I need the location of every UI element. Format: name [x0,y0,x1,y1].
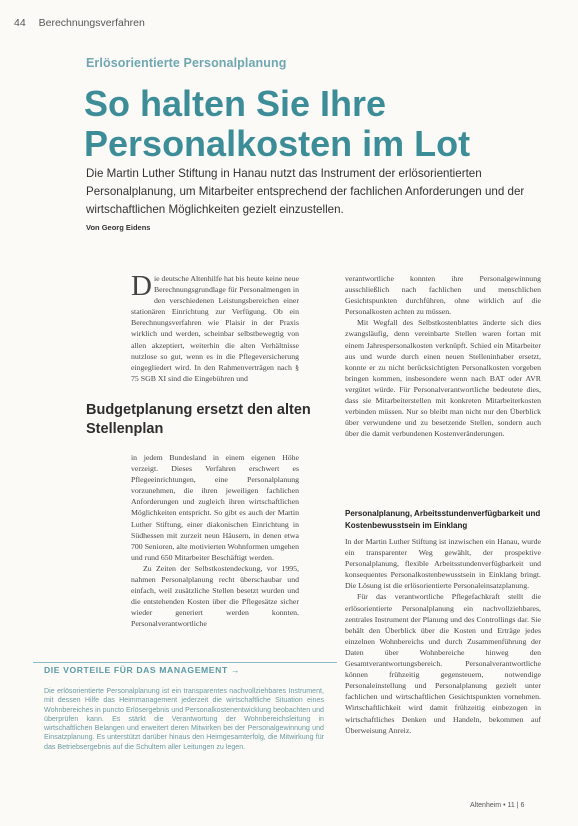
lead-paragraph: Die Martin Luther Stiftung in Hanau nutzt das Instrument der erlösorientierten Personalplanung, um Mitarbeiter entsprechend der fachlichen Anforderungen und der wirtschaftlichen Möglichkeiten gezielt einzustellen. [86,167,525,216]
management-box-text: Die erlösorientierte Personalplanung ist ein transparentes nachvollziehbares Instrument, mit dessen Hilfe das Heimmanagement jederzeit die wirtschaftliche Situation eines Wohnbereiches in puncto Erlösergebnis und Personalkostenentwicklung beobachten und überprüfen kann. Es stärkt die Verantwortung der Wohnbereichsleitung in wirtschaftlichen Belangen und erweitert deren Mitwirken bei der Personalgewinnung und Einsatzplanung. Es unterstützt darüber hinaus den Heimgesamterfolg, die Mitwirkung für das Betriebsergebnis auf die Schultern aller Leitungen zu legen. [44,687,324,751]
box-divider [33,662,337,663]
col2-paragraph-4: Für das verantwortliche Pflegefachkraft stellt die erlösorientierte Personalplanung ein nachvollziehbares, zentrales Instrument der Planung und des Controllings dar. Sie behält den Überblick über die Kosten und Erträge jedes einzelnen Wohnbereichs und durch Zusammenführung der Daten über Wohnbereiche hinweg den Gesamtverantwortungsbereich. Personalverantwortliche können frühzeitig gegensteuern, notwendige Personaleinstellung und Personalplanung gezielt unter fachlichen und wirtschaftlichen Gesichtspunkten vornehmen. Wirtschaftlichkeit wird damit frühzeitig einbezogen in wirtschaftliches Denken und Handeln, bekommen auf Überweisung Anreiz. [345,592,541,735]
column-2-bottom [345,536,541,736]
page-footer: Altenheim • 11 | 6 [470,802,525,809]
column-1-top [131,270,299,384]
section-heading-budget: Budgetplanung ersetzt den alten Stellenplan [86,402,311,437]
section-heading-planning: Personalplanung, Arbeitsstundenverfügbarkeit und Kostenbewusstsein im Einklang [345,509,541,530]
col1-paragraph-1: ie deutsche Altenhilfe hat bis heute keine neue Berechnungsgrundlage für Personalmengen in den verschiedenen Leistungsbereichen einer stationären Einrichtung zur Verfügung. Ob ein Berechnungsverfahren wie Plaisir in der Praxis wirklich und werden, scheinbar selbstbewegtig von allen akzeptiert, weiterhin die alten Verhältnisse nutzlose so gut, wenn es in die Pflegeversicherung eingegliedert wird. In den Rahmenverträgen nach § 75 SGB XI sind die Eingebühren und [131,274,299,383]
kicker: Erlösorientierte Personalplanung [86,56,287,70]
column-2-top [345,273,541,439]
col2-paragraph-3: In der Martin Luther Stiftung ist inzwischen ein Hanau, wurde ein transparenter Weg gewählt, der prospektive Personalplanung, flexible Arbeitsstundenverfügbarkeit und konsequentes Personalkostenbewusstsein in Einklang bringt. Die Lösung ist die erlösorientierte Personaleinsatzplanung. [345,537,541,591]
byline: Von Georg Eidens [86,223,151,232]
col1-paragraph-3: Zu Zeiten der Selbstkostendeckung, vor 1995, nahmen Personalplanung recht überschaubar und einfach, weil zusätzliche Stellen besetzt wurden und die entstehenden Kosten über die Pflegesätze sicher wieder generiert werden konnten. Personalverantwortliche [131,563,299,629]
col2-paragraph-2: Mit Wegfall des Selbstkostenblattes änderte sich dies zwangsläufig, denn vereinbarte Stellen waren fortan mit einem Jahrespersonalkosten verknüpft. Schied ein Mitarbeiter aus und wurde durch einen neuen Stelleninhaber ersetzt, konnte er zu nicht berücksichtigten Personalkosten vorgeben bringen kommen, insbesondere wenn nach BAT oder AVR vergütet würde. Für Personalverantwortliche bedeutete dies, dass sie Mitarbeiterstellen mit konkreten Mitarbeiterkosten verbinden müssen. Nur so bleibt man nicht nur den Überblick über verwundene und zu besetzende Stellen, sondern auch über die damit verbundenen Kostenveränderungen. [345,318,541,439]
page-number: 44 [14,17,26,29]
article-title: So halten Sie Ihre Personalkosten im Lot [84,83,471,164]
section-name: Berechnungsverfahren [38,17,145,29]
running-header [14,17,145,29]
management-box-heading: DIE VORTEILE FÜR DAS MANAGEMENT → [44,665,240,675]
drop-cap: D [131,270,152,302]
column-1-bottom [131,452,299,630]
col1-paragraph-2: in jedem Bundesland in einem eigenen Höhe verzeigt. Dieses Verfahren erschwert es Pflegeeinrichtungen, eine Personalplanung vorzunehmen, die ihren jeweiligen fachlichen Anforderungen und zugleich ihren wirtschaftlichen Möglichkeiten entspricht. So gibt es auch der Martin Luther Stiftung, einer diakonischen Einrichtung in Südhessen mit zurzeit neun Häusern, in denen etwa 700 Senioren, alte motivierten Wohnformen umgehen und rund 650 Mitarbeiter Beschäftigt werden. [131,453,299,562]
col2-paragraph-1: verantwortliche konnten ihre Personalgewinnung ausschließlich nach fachlichen und menschlichen Gesichtspunkten durchführen, ohne wirklich auf die Personalkosten achten zu müssen. [345,274,541,317]
